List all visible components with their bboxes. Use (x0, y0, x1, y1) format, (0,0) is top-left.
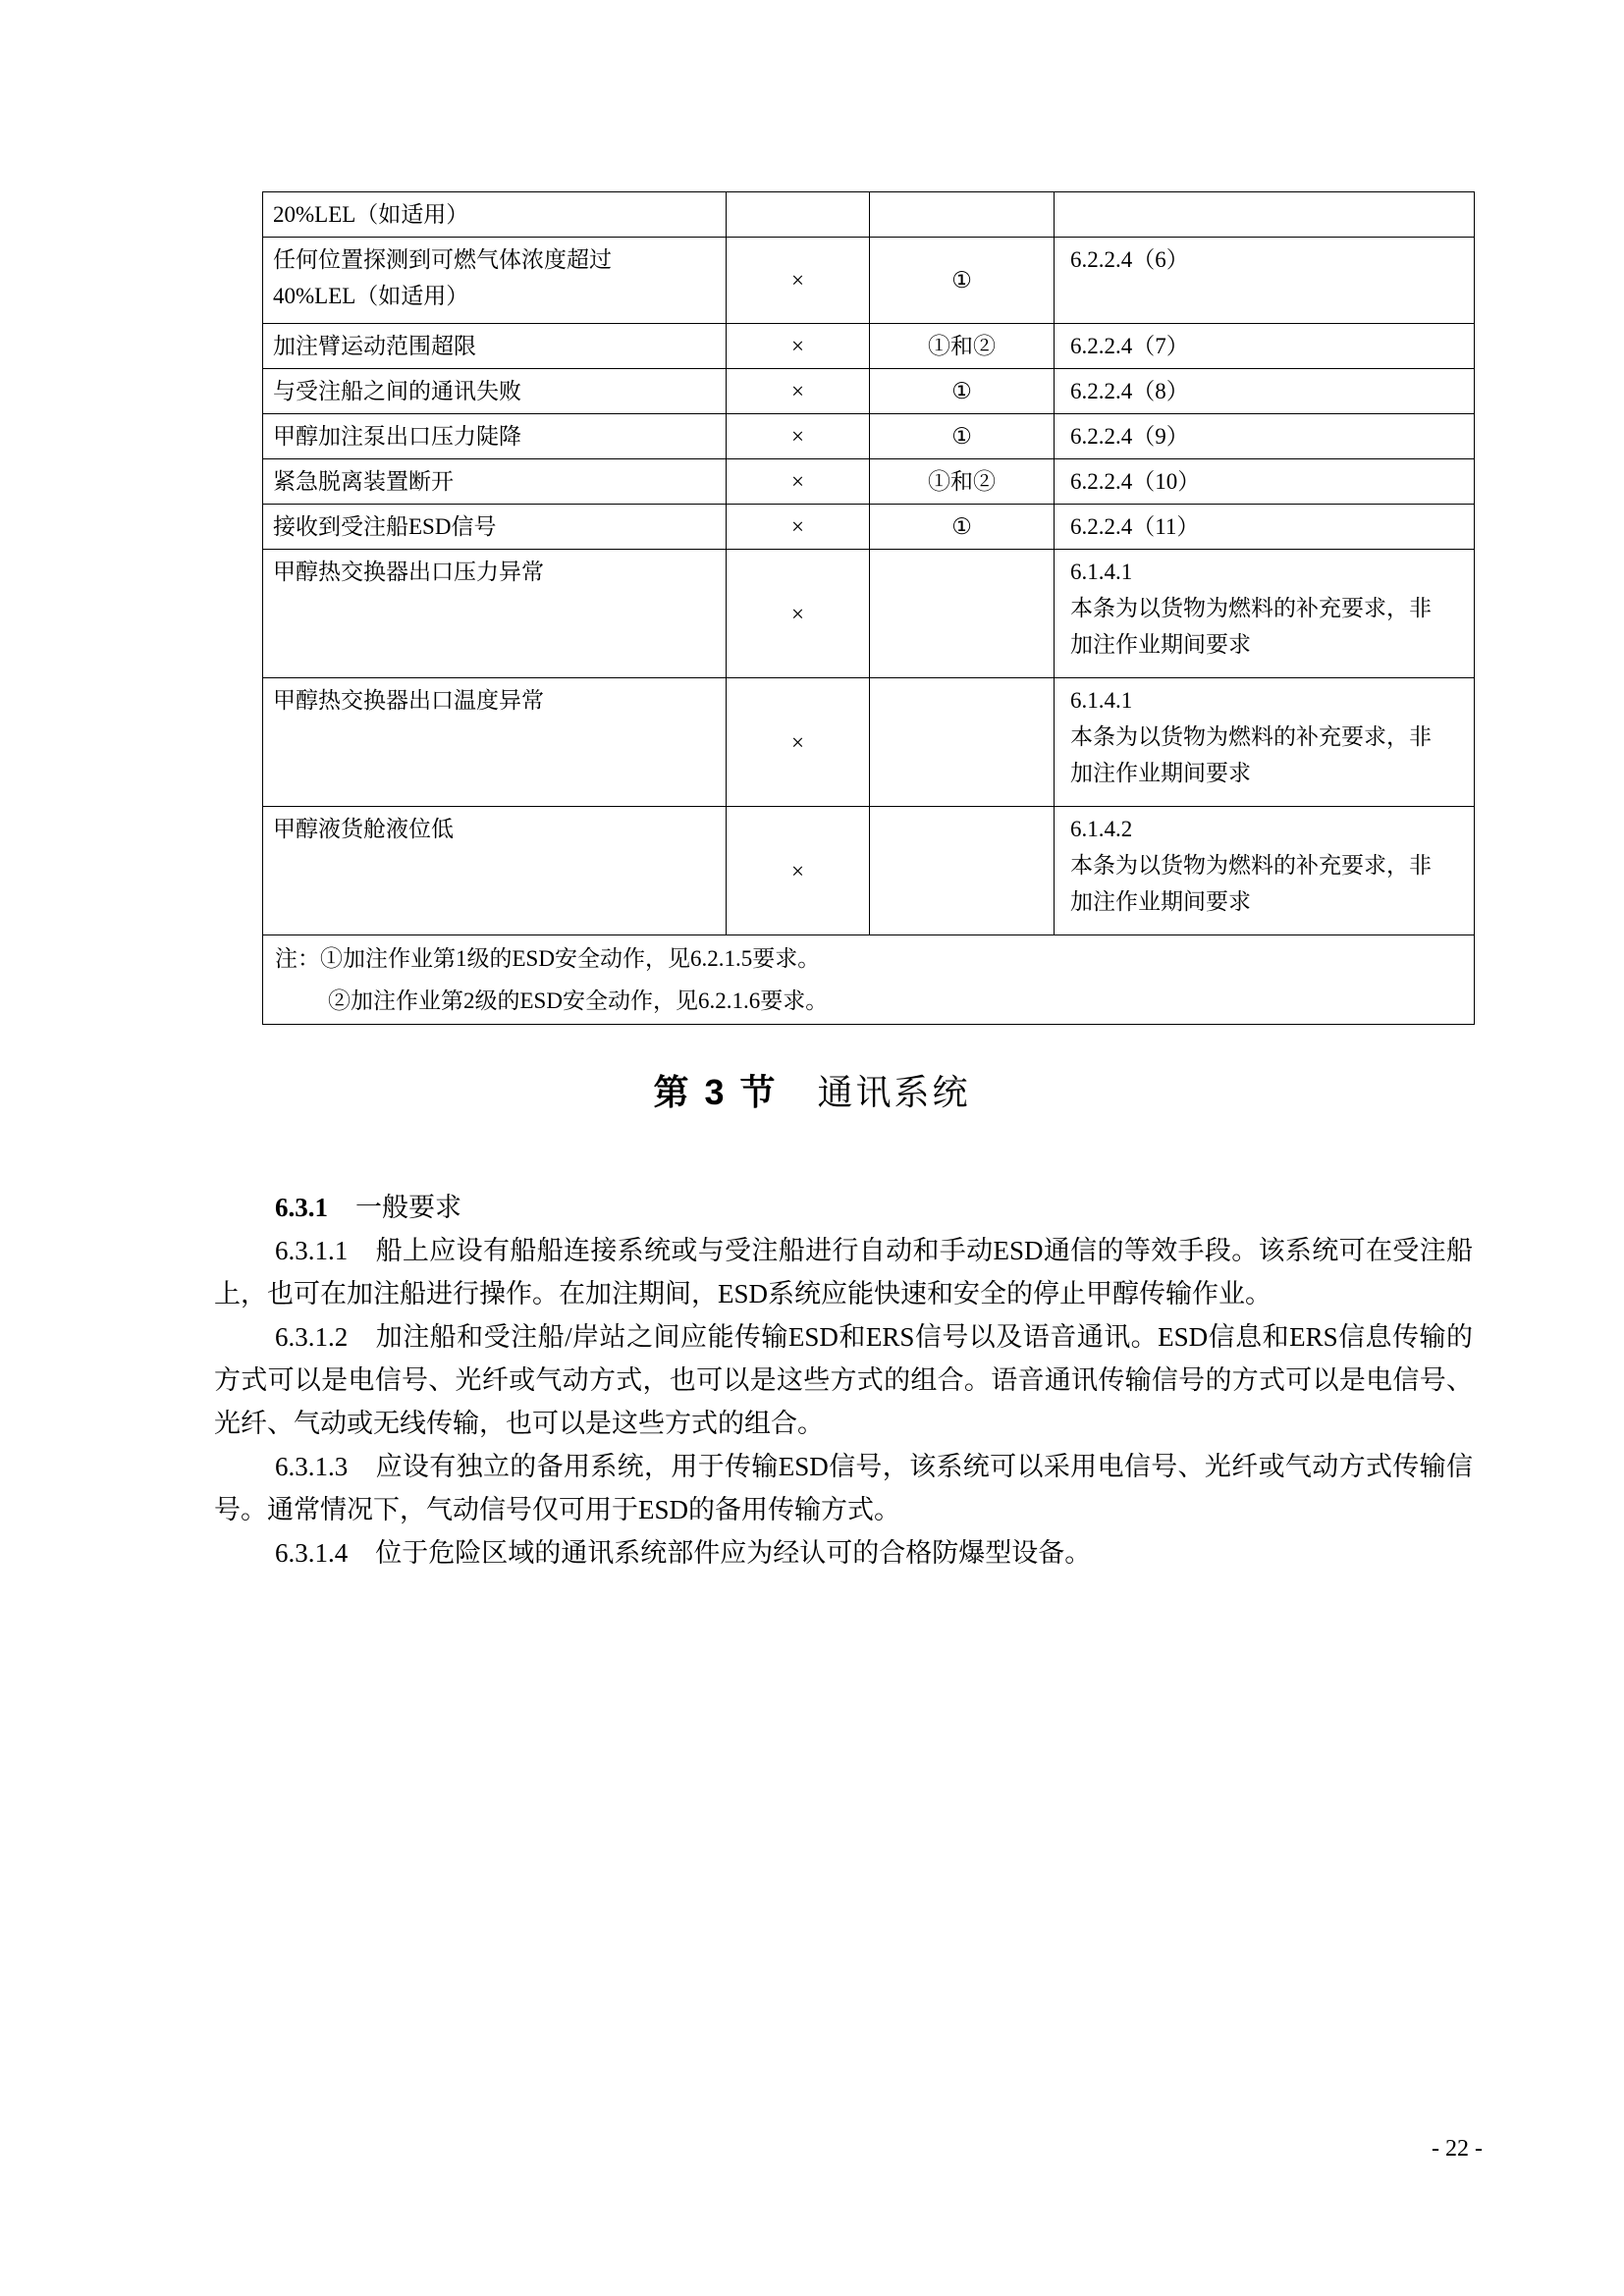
mark-cell (727, 192, 870, 238)
subsection-heading (214, 1186, 1473, 1229)
ref-cell: 6.2.2.4（6） (1055, 238, 1475, 324)
table-row (263, 807, 1475, 935)
clause-text: 加注船和受注船/岸站之间应能传输ESD和ERS信号以及语音通讯。ESD信息和ERS信息传输的方式可以是电信号、光纤或气动方式，也可以是这些方式的组合。语音通讯传输信号的方式可以是电信号、光纤、气动或无线传输，也可以是这些方式的组合。 (214, 1322, 1473, 1438)
ref-line: 本条为以货物为燃料的补充要求，非 (1070, 853, 1432, 878)
event-cell: 甲醇热交换器出口压力异常 (263, 550, 727, 678)
event-cell: 甲醇热交换器出口温度异常 (263, 678, 727, 807)
event-cell: 紧急脱离装置断开 (263, 459, 727, 505)
table-note-row (263, 935, 1475, 1025)
ref-line: 本条为以货物为燃料的补充要求，非 (1070, 724, 1432, 749)
event-line: 任何位置探测到可燃气体浓度超过 (273, 247, 612, 272)
clause-paragraph (214, 1531, 1473, 1575)
event-cell (263, 238, 727, 324)
mark-cell: × (727, 550, 870, 678)
event-cell: 甲醇液货舱液位低 (263, 807, 727, 935)
ref-line: 加注作业期间要求 (1070, 889, 1251, 914)
event-cell: 甲醇加注泵出口压力陡降 (263, 414, 727, 459)
action-cell: ① (870, 505, 1055, 550)
action-cell (870, 678, 1055, 807)
event-line: 40%LEL（如适用） (273, 284, 469, 308)
ref-cell: 6.2.2.4（9） (1055, 414, 1475, 459)
ref-cell (1055, 192, 1475, 238)
ref-line: 加注作业期间要求 (1070, 632, 1251, 657)
clause-text: 船上应设有船船连接系统或与受注船进行自动和手动ESD通信的等效手段。该系统可在受注船上，也可在加注船进行操作。在加注期间，ESD系统应能快速和安全的停止甲醇传输作业。 (214, 1236, 1473, 1308)
ref-line: 6.1.4.2 (1070, 817, 1133, 841)
table-row (263, 459, 1475, 505)
event-cell: 接收到受注船ESD信号 (263, 505, 727, 550)
table-row (263, 505, 1475, 550)
ref-line: 加注作业期间要求 (1070, 761, 1251, 785)
clause-number: 6.3.1.3 (275, 1452, 349, 1481)
ref-cell (1055, 678, 1475, 807)
ref-line: 6.1.4.1 (1070, 560, 1133, 584)
action-cell: ① (870, 238, 1055, 324)
clause-number: 6.3.1.2 (275, 1322, 349, 1352)
mark-cell: × (727, 414, 870, 459)
mark-cell: × (727, 678, 870, 807)
event-cell: 20%LEL（如适用） (263, 192, 727, 238)
action-cell (870, 192, 1055, 238)
action-cell (870, 807, 1055, 935)
ref-line: 本条为以货物为燃料的补充要求，非 (1070, 596, 1432, 620)
ref-cell: 6.2.2.4（11） (1055, 505, 1475, 550)
ref-cell (1055, 550, 1475, 678)
clause-paragraph (214, 1315, 1473, 1445)
section-number: 第 3 节 (653, 1072, 779, 1112)
mark-cell: × (727, 369, 870, 414)
ref-cell: 6.2.2.4（10） (1055, 459, 1475, 505)
ref-cell: 6.2.2.4（8） (1055, 369, 1475, 414)
clause-number: 6.3.1.4 (275, 1538, 349, 1568)
mark-cell: × (727, 807, 870, 935)
ref-cell: 6.2.2.4（7） (1055, 324, 1475, 369)
table-row (263, 550, 1475, 678)
ref-cell (1055, 807, 1475, 935)
event-cell: 加注臂运动范围超限 (263, 324, 727, 369)
table-row (263, 238, 1475, 324)
table-note (263, 935, 1475, 1025)
clause-paragraph (214, 1229, 1473, 1315)
table-row (263, 414, 1475, 459)
table-row (263, 192, 1475, 238)
table-row (263, 324, 1475, 369)
table-row (263, 678, 1475, 807)
mark-cell: × (727, 505, 870, 550)
clause-number: 6.3.1.1 (275, 1236, 349, 1265)
clause-text: 位于危险区域的通讯系统部件应为经认可的合格防爆型设备。 (375, 1538, 1092, 1568)
action-cell (870, 550, 1055, 678)
page-number: - 22 - (1432, 2136, 1483, 2162)
action-cell: ①和② (870, 459, 1055, 505)
section-heading (0, 1065, 1624, 1115)
table-row (263, 369, 1475, 414)
body-text (214, 1186, 1473, 1575)
esd-event-table (262, 191, 1475, 1025)
action-cell: ① (870, 414, 1055, 459)
mark-cell: × (727, 324, 870, 369)
ref-line: 6.1.4.1 (1070, 688, 1133, 713)
action-cell: ① (870, 369, 1055, 414)
section-title: 通讯系统 (817, 1073, 971, 1112)
note-line-2: ②加注作业第2级的ESD安全动作，见6.2.1.6要求。 (328, 988, 829, 1013)
subsection-number: 6.3.1 (275, 1193, 328, 1222)
clause-text: 应设有独立的备用系统，用于传输ESD信号，该系统可以采用电信号、光纤或气动方式传输信号。通常情况下，气动信号仅可用于ESD的备用传输方式。 (214, 1452, 1473, 1524)
mark-cell: × (727, 459, 870, 505)
clause-paragraph (214, 1445, 1473, 1531)
action-cell: ①和② (870, 324, 1055, 369)
note-line-1: 注：①加注作业第1级的ESD安全动作，见6.2.1.5要求。 (275, 946, 821, 971)
event-cell: 与受注船之间的通讯失败 (263, 369, 727, 414)
subsection-title: 一般要求 (355, 1193, 461, 1222)
mark-cell: × (727, 238, 870, 324)
